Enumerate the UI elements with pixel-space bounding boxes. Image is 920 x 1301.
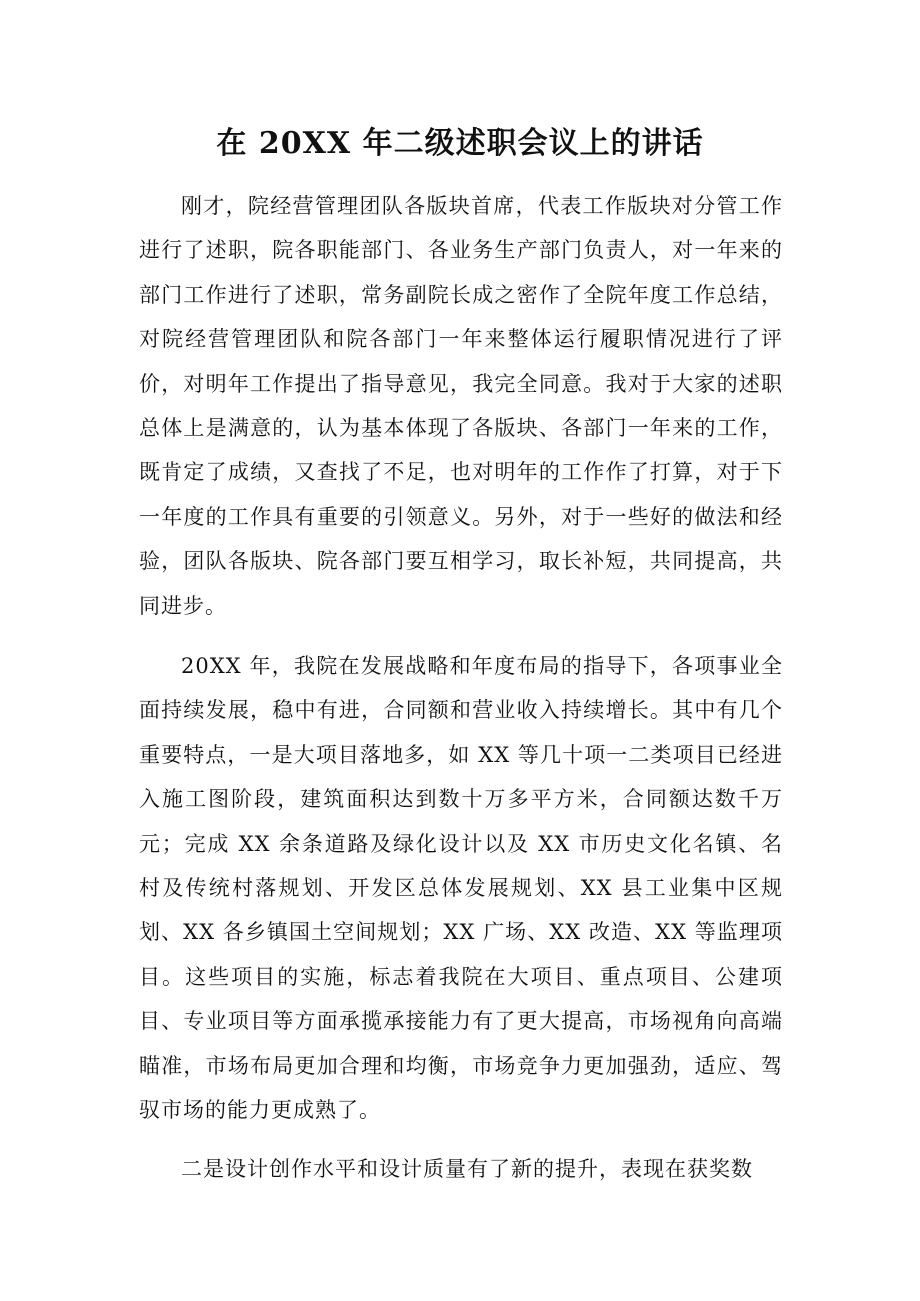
paragraph-1: 刚才，院经营管理团队各版块首席，代表工作版块对分管工作进行了述职，院各职能部门、各业务生产部门负责人，对一年来的部门工作进行了述职，常务副院长成之密作了全院年度工作总结，对院经营管理团队和院各部门一年来整体运行履职情况进行了评价，对明年工作提出了指导意见，我完全同意。我对于大家的述职总体上是满意的，认为基本体现了各版块、各部门一年来的工作，既肯定了成绩，又查找了不足，也对明年的工作作了打算，对于下一年度的工作具有重要的引领意义。另外，对于一些好的做法和经验，团队各版块、院各部门要互相学习，取长补短，共同提高，共同进步。 <box>139 194 783 618</box>
document-title: 在 20XX 年二级述职会议上的讲话 <box>216 126 704 161</box>
paragraph-3: 二是设计创作水平和设计质量有了新的提升，表现在获奖数 <box>181 1157 753 1181</box>
paragraph-2: 20XX 年，我院在发展战略和年度布局的指导下，各项事业全面持续发展，稳中有进，合同额和营业收入持续增长。其中有几个重要特点，一是大项目落地多，如 XX 等几十项一二类项目已经进入施工图阶段，建筑面积达到数十万多平方米，合同额达数千万元；完成 XX 余条道路及绿化设计以及 XX 市历史文化名镇、名村及传统村落规划、开发区总体发展规划、XX 县工业集中区规划、XX 各乡镇国土空间规划；XX 广场、XX 改造、XX 等监理项目。这些项目的实施，标志着我院在大项目、重点项目、公建项目、专业项目等方面承揽承接能力有了更大提高，市场视角向高端瞄准，市场布局更加合理和均衡，市场竞争力更加强劲，适应、驾驭市场的能力更成熟了。 <box>139 654 783 1123</box>
